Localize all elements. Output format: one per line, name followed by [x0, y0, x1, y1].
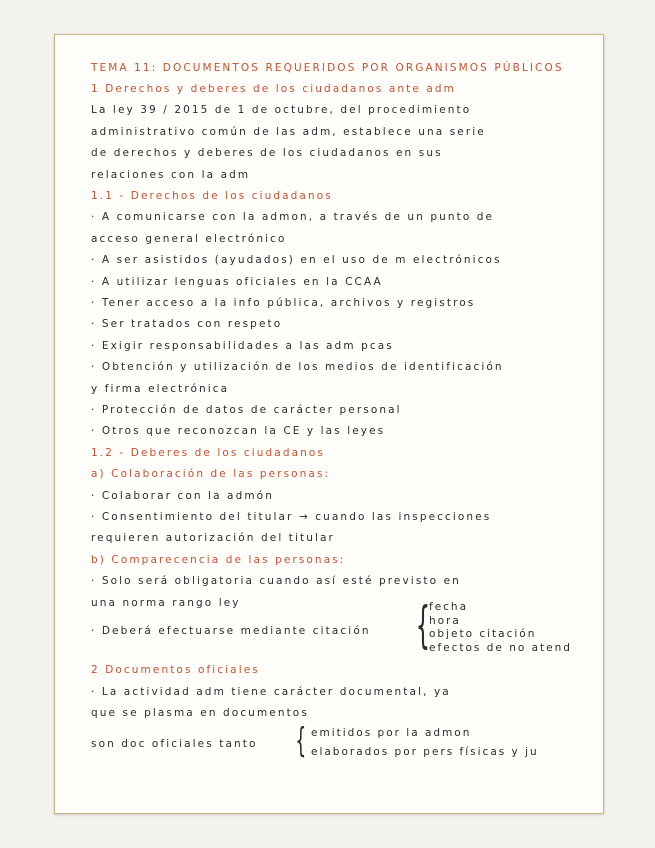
- text-line: a) Colaboración de las personas:: [91, 468, 331, 480]
- text-line: 1 Derechos y deberes de los ciudadanos ante adm: [91, 83, 456, 95]
- text-line: La ley 39 / 2015 de 1 de octubre, del procedimiento: [91, 104, 472, 116]
- text-line: una norma rango ley: [91, 597, 241, 609]
- text-line: · Consentimiento del titular → cuando las inspecciones: [91, 511, 492, 523]
- text-line: · Exigir responsabilidades a las adm pcas: [91, 340, 394, 352]
- citacion-item: hora: [429, 614, 461, 627]
- text-line: · Obtención y utilización de los medios de identificación: [91, 361, 504, 373]
- citacion-line: · Deberá efectuarse mediante citación: [91, 625, 371, 637]
- text-line: · Solo será obligatoria cuando así esté previsto en: [91, 575, 461, 587]
- text-line: relaciones con la adm: [91, 169, 251, 181]
- text-line: TEMA 11: DOCUMENTOS REQUERIDOS POR ORGANISMOS PÚBLICOS: [91, 62, 564, 74]
- text-line: · A ser asistidos (ayudados) en el uso de m electrónicos: [91, 254, 502, 266]
- brace-icon: {: [295, 721, 307, 761]
- oficiales-item: elaborados por pers físicas y ju: [311, 746, 539, 758]
- text-line: de derechos y deberes de los ciudadanos en sus: [91, 147, 443, 159]
- text-line: · Ser tratados con respeto: [91, 318, 283, 330]
- oficiales-item: emitidos por la admon: [311, 727, 472, 739]
- text-line: acceso general electrónico: [91, 233, 287, 245]
- text-line: requieren autorización del titular: [91, 532, 335, 544]
- text-line: · A utilizar lenguas oficiales en la CCAA: [91, 276, 383, 288]
- oficiales-items: [311, 724, 539, 762]
- citacion-items: [429, 601, 572, 655]
- notebook-page: [54, 34, 604, 814]
- text-line: 1.2 - Deberes de los ciudadanos: [91, 447, 325, 459]
- oficiales-line: son doc oficiales tanto: [91, 738, 258, 750]
- text-line: · Protección de datos de carácter personal: [91, 404, 402, 416]
- citacion-item: fecha: [429, 601, 469, 613]
- text-line: · La actividad adm tiene carácter documental, ya: [91, 686, 451, 698]
- text-line: que se plasma en documentos: [91, 707, 309, 719]
- section-heading: 2 Documentos oficiales: [91, 664, 260, 676]
- text-line: · Colaborar con la admón: [91, 490, 274, 502]
- brace-icon: {: [415, 596, 431, 654]
- text-line: · Otros que reconozcan la CE y las leyes: [91, 425, 386, 437]
- citacion-item: objeto citación: [429, 628, 537, 640]
- text-line: administrativo común de las adm, establece una serie: [91, 126, 486, 138]
- text-line: b) Comparecencia de las personas:: [91, 554, 346, 566]
- citacion-item: efectos de no atend: [429, 641, 572, 654]
- text-line: 1.1 - Derechos de los ciudadanos: [91, 190, 333, 202]
- text-line: · Tener acceso a la info pública, archivos y registros: [91, 297, 476, 309]
- text-line: y firma electrónica: [91, 383, 230, 395]
- text-line: · A comunicarse con la admon, a través de un punto de: [91, 211, 495, 223]
